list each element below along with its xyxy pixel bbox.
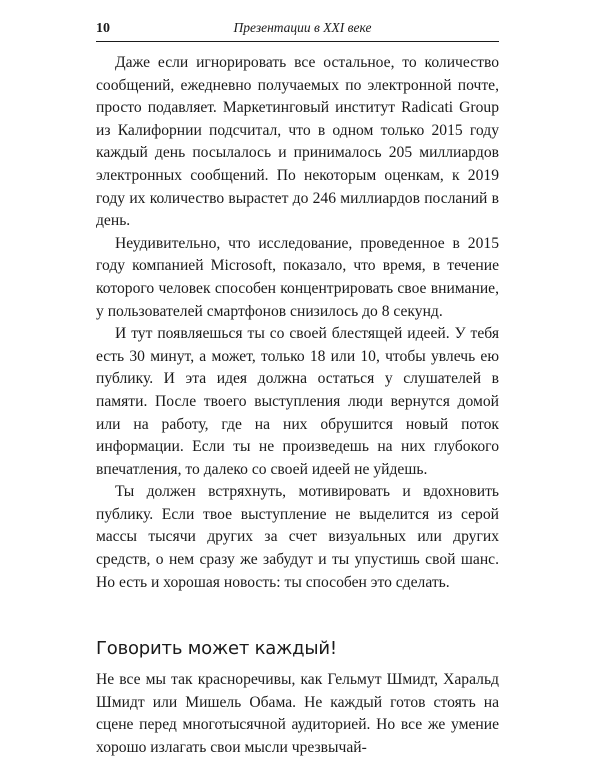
book-page (96, 20, 499, 760)
paragraph: Ты должен встряхнуть, мотивировать и вдохновить публику. Если твое выступление не выделится из серой массы тысячи других за счет визуальных или других средств, о нем сразу же забудут и ты упустишь свой шанс. Но есть и хорошая новость: ты способен это сделать. (96, 483, 499, 591)
section-text (96, 669, 499, 759)
running-head (96, 20, 499, 42)
page-number: 10 (96, 21, 110, 36)
paragraph: Неудивительно, что исследование, проведенное в 2015 году компанией Microsoft, показало, что время, в течение которого человек способен концентрировать свое внимание, у пользователей смартфонов снизилось до 8 секунд. (96, 234, 499, 320)
paragraph: Не все мы так красноречивы, как Гельмут Шмидт, Харальд Шмидт или Мишель Обама. Не каждый готов стоять на сцене перед многотысячной аудиторией. Но все же умение хорошо излагать свои мысли чрезвычай- (96, 671, 499, 757)
body-text (96, 52, 499, 594)
paragraph: И тут появляешься ты со своей блестящей идеей. У тебя есть 30 минут, а может, только 18 или 10, чтобы увлечь ею публику. И эта идея должна остаться у слушателей в памяти. После твоего выступления люди вернутся домой или на работу, где на них обрушится новый поток информации. Если ты не произведешь на них глубокого впечатления, то далеко со своей идеей не уйдешь. (96, 325, 499, 478)
section-heading: Говорить может каждый! (96, 638, 337, 660)
book-title: Презентации в XXI веке (233, 20, 372, 35)
paragraph: Даже если игнорировать все остальное, то количество сообщений, ежедневно получаемых по электронной почте, просто подавляет. Маркетинговый институт Radicati Group из Калифорнии подсчитал, что в одном только 2015 году каждый день посылалось и принималось 205 миллиардов электронных сообщений. По некоторым оценкам, к 2019 году их количество вырастет до 246 миллиардов посланий в день. (96, 54, 499, 230)
